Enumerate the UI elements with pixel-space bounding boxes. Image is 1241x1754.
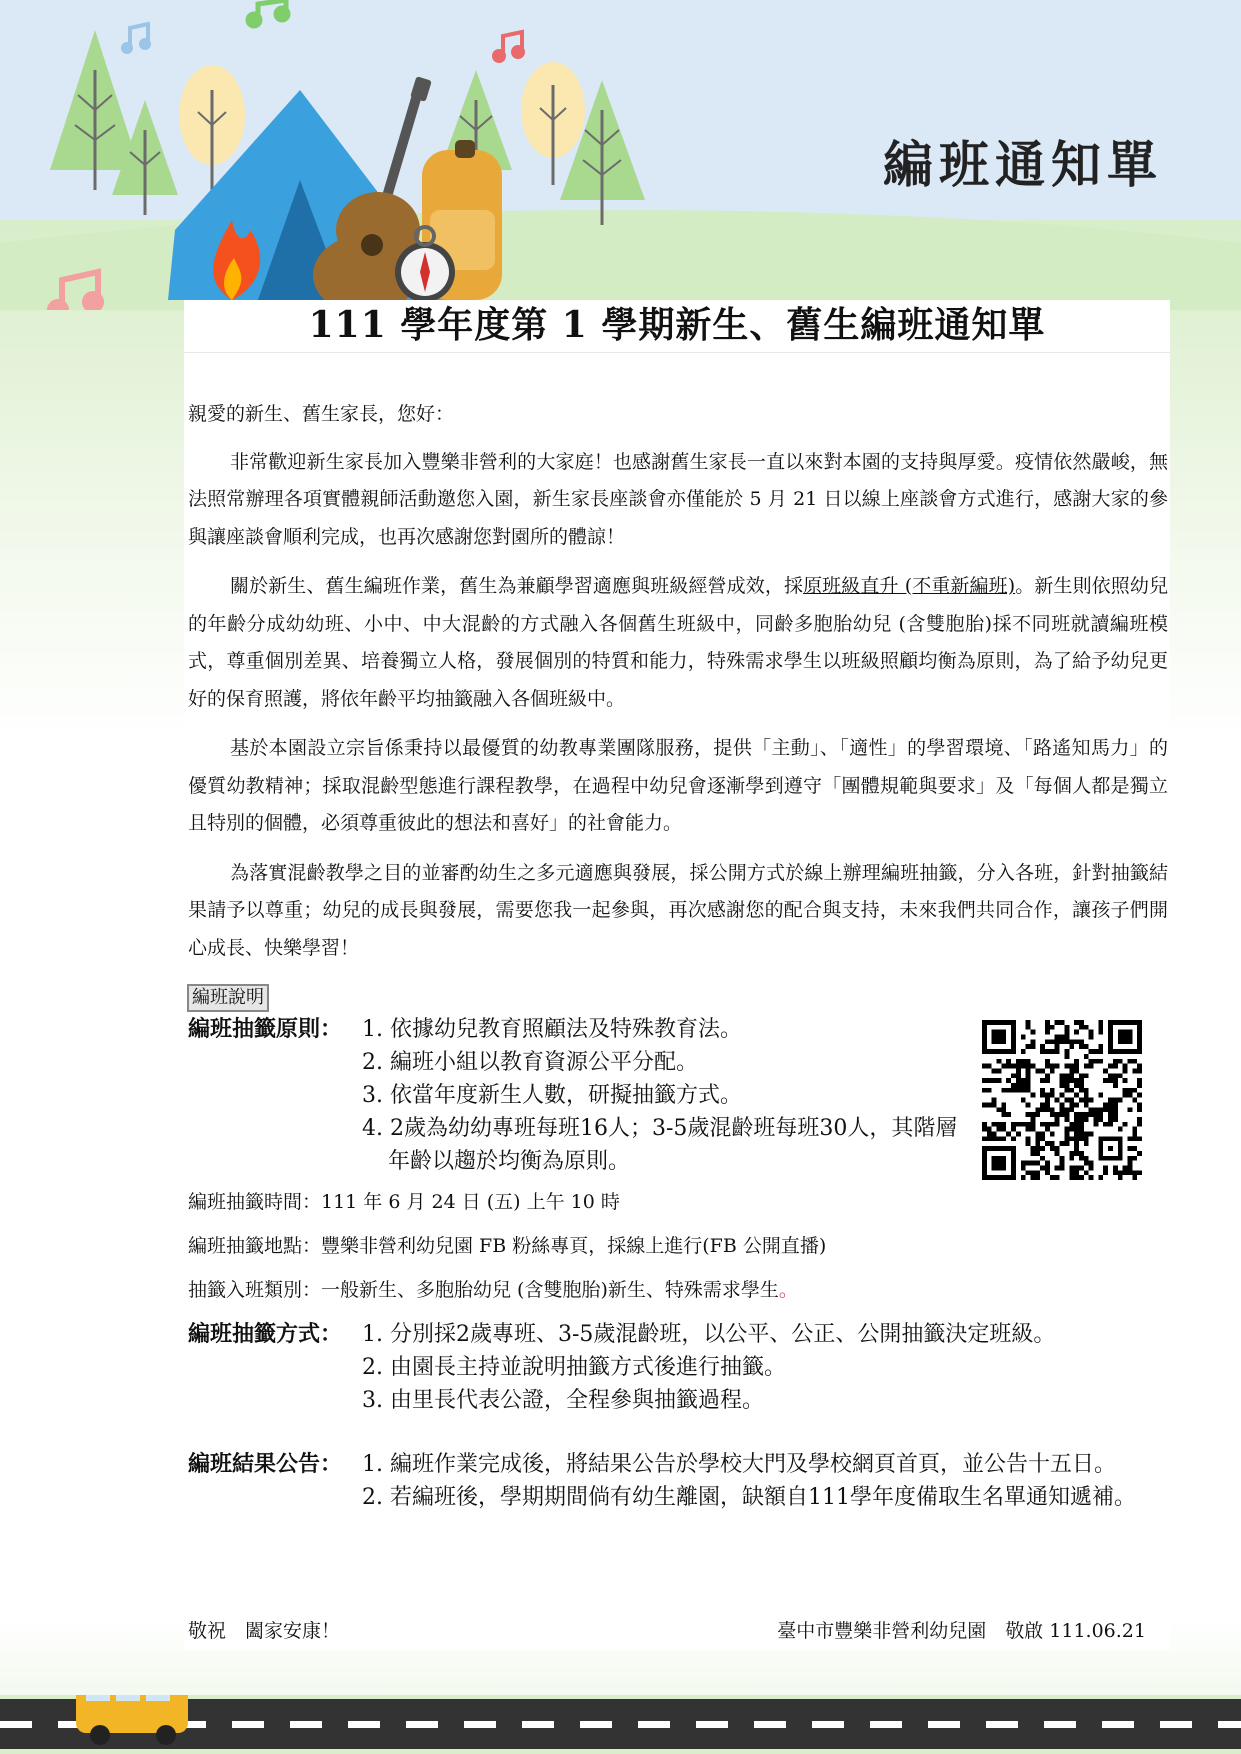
paragraph-lottery-intro: 為落實混齡教學之目的並審酌幼生之多元適應與發展，採公開方式於線上辦理編班抽籤，分入各班，針對抽籤結果請予以尊重；幼兒的成長與發展，需要您我一起參與，再次感謝您的配合與支持，未來我們共同合作，讓孩子們開心成長、快樂學習！ xyxy=(188,861,1168,959)
notice-body xyxy=(188,396,1168,979)
lottery-time: 編班抽籤時間：111 年 6 月 24 日 (五) 上午 10 時 xyxy=(188,1191,620,1213)
paragraph-mission: 基於本園設立宗旨係秉持以最優質的幼教專業團隊服務，提供「主動」、「適性」的學習環境、「路遙知馬力」的優質幼教精神；採取混齡型態進行課程教學，在過程中幼兒會逐漸學到遵守「團體規範與要求」及「每個人都是獨立且特別的個體，必須尊重彼此的想法和喜好」的社會能力。 xyxy=(188,737,1168,834)
list-item: 1. 分別採2歲專班、3-5歲混齡班，以公平、公正、公開抽籤決定班級。 xyxy=(362,1322,1056,1347)
method-list xyxy=(362,1318,1162,1417)
paragraph-class-arrangement xyxy=(188,568,1168,718)
result-list xyxy=(362,1448,1162,1514)
category-mark: 。 xyxy=(778,1279,798,1301)
paragraph-part: 關於新生、舊生編班作業，舊生為兼顧學習適應與班級經營成效，採 xyxy=(230,575,804,597)
notice-title: 111 學年度第 1 學期新生、舊生編班通知單 xyxy=(184,300,1170,353)
closing-bar xyxy=(184,1612,1170,1650)
principles-label: 編班抽籤原則： xyxy=(188,1016,343,1042)
list-item: 1. 編班作業完成後，將結果公告於學校大門及學校網頁首頁，並公告十五日。 xyxy=(362,1452,1116,1477)
list-item: 3. 依當年度新生人數，研擬抽籤方式。 xyxy=(362,1083,742,1108)
signature-date: 臺中市豐樂非營利幼兒園 敬啟 111.06.21 xyxy=(777,1620,1146,1642)
section-tag: 編班說明 xyxy=(187,984,269,1012)
list-item: 1. 依據幼兒教育照顧法及特殊教育法。 xyxy=(362,1017,742,1042)
list-item: 2. 若編班後，學期期間倘有幼生離園，缺額自111學年度備取生名單通知遞補。 xyxy=(362,1485,1136,1510)
paragraph-welcome: 非常歡迎新生家長加入豐樂非營利的大家庭！也感謝舊生家長一直以來對本園的支持與厚愛。疫情依然嚴峻，無法照常辦理各項實體親師活動邀您入園，新生家長座談會亦僅能於 5 月 21 日以線上座談會方式進行，感謝大家的參與讓座談會順利完成，也再次感謝您對園所的體諒！ xyxy=(188,450,1168,548)
music-note-icon xyxy=(248,0,288,26)
header-title: 編班通知單 xyxy=(883,136,1163,194)
paragraph-part: 。新生則依照幼兒的年齡分成幼幼班、小中、中大混齡的方式融入各個舊生班級中，同齡多胞胎幼兒 (含雙胞胎)採不同班就讀編班模式，尊重個別差異、培養獨立人格，發展個別的特質和能力，特殊需求學生以班級照顧均衡為原則，為了給予幼兒更好的保育照護，將依年齡平均抽籤融入各個班級中。 xyxy=(188,575,1168,710)
result-label: 編班結果公告： xyxy=(188,1451,343,1477)
lottery-place: 編班抽籤地點：豐樂非營利幼兒園 FB 粉絲專頁，採線上進行(FB 公開直播) xyxy=(188,1235,827,1257)
closing-greeting: 敬祝 闔家安康！ xyxy=(188,1620,341,1642)
greeting: 親愛的新生、舊生家長，您好： xyxy=(188,403,455,425)
category-text: 抽籤入班類別：一般新生、多胞胎幼兒 (含雙胞胎)新生、特殊需求學生 xyxy=(188,1279,779,1301)
music-note-icon xyxy=(123,24,149,52)
list-item: 4. 2歲為幼幼專班每班16人；3-5歲混齡班每班30人，其階層年齡以趨於均衡為原則。 xyxy=(362,1116,958,1174)
music-note-icon xyxy=(494,32,523,61)
qr-code xyxy=(982,1020,1142,1180)
list-item: 3. 由里長代表公證，全程參與抽籤過程。 xyxy=(362,1388,764,1413)
road-illustration xyxy=(0,1695,1241,1754)
list-item: 2. 編班小組以教育資源公平分配。 xyxy=(362,1050,698,1075)
list-item: 2. 由園長主持並說明抽籤方式後進行抽籤。 xyxy=(362,1355,786,1380)
underlined-phrase: 原班級直升 (不重新編班) xyxy=(803,575,1016,597)
lottery-category xyxy=(188,1275,798,1302)
method-label: 編班抽籤方式： xyxy=(188,1321,343,1347)
